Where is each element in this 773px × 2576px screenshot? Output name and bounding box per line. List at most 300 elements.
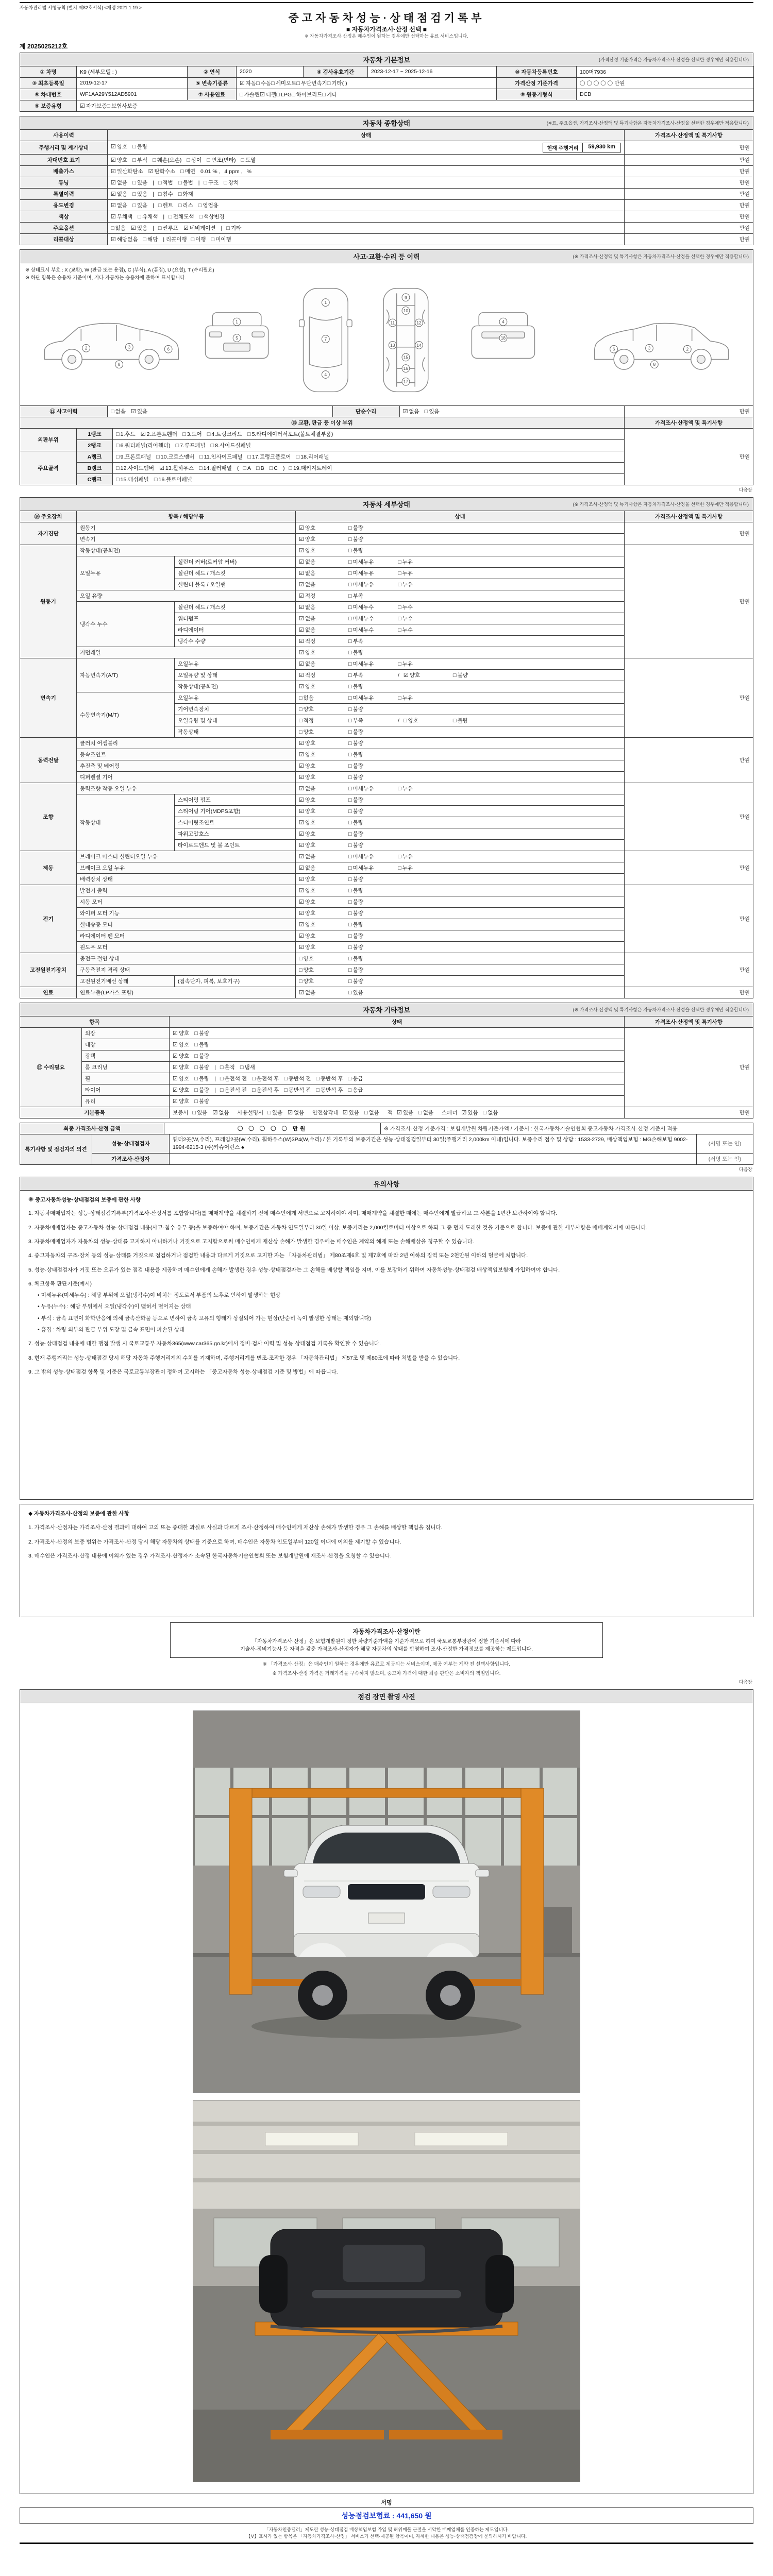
checkbox-option[interactable]: □ 있음 bbox=[132, 191, 148, 197]
checkbox-option[interactable]: ☑ 적정 bbox=[299, 672, 316, 679]
checkbox-option[interactable]: □ 있음 bbox=[132, 202, 148, 209]
amount-cell: 만원 bbox=[625, 885, 753, 953]
checkbox-option[interactable]: □ 미이행 bbox=[211, 236, 231, 243]
checkbox-option[interactable]: □ 동반석 전 bbox=[284, 1075, 311, 1082]
checkbox-option[interactable]: ☑ 양호 bbox=[299, 740, 316, 747]
checkbox-option[interactable]: □ 불량 bbox=[132, 143, 148, 150]
checkbox-option[interactable]: □ 동반석 후 bbox=[316, 1087, 343, 1093]
checkbox-option[interactable]: □ 유채색 bbox=[138, 213, 158, 220]
checkbox-option[interactable]: □ 무단변속기 bbox=[296, 80, 327, 87]
checkbox-option[interactable]: □ 누유 bbox=[398, 853, 413, 860]
checkbox-option[interactable]: ☑ 양호 bbox=[299, 536, 316, 543]
checkbox-option[interactable]: ☑ 있음 bbox=[461, 1109, 478, 1116]
checkbox-option[interactable]: □ 12.사이드멤버 bbox=[116, 465, 154, 471]
status-cell bbox=[108, 199, 625, 211]
checkbox-option[interactable]: □ 기타 bbox=[322, 91, 338, 98]
checkbox-option[interactable]: □ 미세누유 bbox=[348, 570, 374, 577]
checkbox-option[interactable]: □ 없음 bbox=[418, 1109, 434, 1116]
checkbox-option[interactable]: □ 영업용 bbox=[198, 202, 219, 209]
checkbox-option[interactable]: ☑ 없음 bbox=[402, 408, 419, 415]
checkbox-option[interactable]: □ 미세누유 bbox=[348, 694, 374, 701]
checkbox-glyph: □ bbox=[398, 660, 401, 667]
checkbox-option[interactable]: ☑ 양호 bbox=[403, 672, 421, 679]
checkbox-option[interactable]: ☑ 자동 bbox=[240, 80, 257, 87]
checkbox-option[interactable]: □ 부족 bbox=[348, 717, 363, 724]
checkbox-glyph: □ bbox=[364, 1109, 368, 1116]
checkbox-glyph: ☑ bbox=[299, 638, 304, 645]
checkbox-option[interactable]: □ 불량 bbox=[348, 740, 363, 747]
checkbox-option[interactable]: ☑ 없음 bbox=[299, 615, 316, 622]
checkbox-option[interactable]: □ 양호 bbox=[299, 978, 314, 985]
checkbox-option[interactable]: ☑ 양호 bbox=[299, 921, 316, 928]
checkbox-option[interactable]: □ 불량 bbox=[348, 762, 363, 769]
status-text: % bbox=[246, 168, 251, 175]
checkbox-option[interactable]: □ 불량 bbox=[348, 808, 363, 815]
item-name: 커먼레일 bbox=[77, 647, 296, 658]
amount-cell: 만원 bbox=[625, 1027, 753, 1107]
checkbox-option[interactable]: □ 양호 bbox=[299, 706, 314, 713]
checkbox-option[interactable]: □ 불량 bbox=[194, 1098, 210, 1105]
checkbox-option[interactable]: □ 불량 bbox=[348, 831, 363, 837]
checkbox-option[interactable]: ☑ 양호 bbox=[299, 762, 316, 769]
checkbox-option[interactable]: □ 없음 bbox=[111, 408, 126, 415]
amount-cell: 만원 bbox=[625, 522, 753, 545]
subitem-name: 파워고압호스 bbox=[175, 828, 296, 839]
checkbox-option[interactable]: □ 해당 bbox=[143, 236, 158, 243]
checkbox-option[interactable]: □ 불량 bbox=[348, 728, 363, 735]
checkbox-glyph: □ bbox=[348, 524, 352, 531]
status-cell bbox=[296, 613, 625, 624]
checkbox-glyph: □ bbox=[348, 660, 352, 667]
checkbox-option[interactable]: □ 불량 bbox=[348, 933, 363, 939]
checkbox-option[interactable]: ☑ 있음 bbox=[396, 1109, 414, 1116]
checkbox-option[interactable]: □ 구조 bbox=[204, 179, 219, 186]
opinion-text bbox=[170, 1153, 697, 1164]
checkbox-glyph: □ bbox=[299, 717, 303, 724]
checkbox-option[interactable]: □ 19.패키지트레이 bbox=[289, 465, 332, 471]
checkbox-option[interactable]: □ 미세누수 bbox=[348, 626, 374, 633]
checkbox-option[interactable]: ☑ 양호 bbox=[173, 1064, 190, 1071]
checkbox-option[interactable]: □ 9.프론트패널 bbox=[116, 453, 152, 460]
checkbox-option[interactable]: ☑ 2.프론트휀더 bbox=[140, 431, 178, 437]
opinion-role: 성능·상태점검자 bbox=[92, 1134, 170, 1153]
checkbox-option[interactable]: ☑ 무채색 bbox=[111, 213, 133, 220]
checkbox-option[interactable]: □ 1.후드 bbox=[116, 431, 136, 437]
checkbox-option[interactable]: ☑ 없음 bbox=[111, 202, 128, 209]
checkbox-option[interactable]: □ 8.사이드실패널 bbox=[210, 442, 251, 449]
checkbox-option[interactable]: □ 18.리어패널 bbox=[296, 453, 329, 460]
checkbox-option[interactable]: □ 16.플로어패널 bbox=[154, 476, 192, 483]
checkbox-option[interactable]: □ 화재 bbox=[178, 191, 193, 197]
checkbox-option[interactable]: □ 수동 bbox=[256, 80, 272, 87]
checkbox-option[interactable]: ☑ 양호 bbox=[299, 751, 316, 758]
checkbox-option[interactable]: □ 양호 bbox=[299, 728, 314, 735]
checkbox-option[interactable]: ☑ 없음 bbox=[111, 179, 128, 186]
checkbox-option[interactable]: □ B bbox=[256, 465, 264, 471]
checkbox-option[interactable]: □ 부족 bbox=[348, 672, 363, 679]
checkbox-option[interactable]: ☑ 양호 bbox=[299, 910, 316, 917]
checkbox-option[interactable]: □ 미세누수 bbox=[348, 615, 374, 622]
field-value: 〇 〇 〇 〇 〇 만원 bbox=[577, 77, 754, 89]
checkbox-option[interactable]: □ 3.도어 bbox=[182, 431, 202, 437]
status-cell bbox=[296, 794, 625, 805]
checkbox-option[interactable]: □ 가솔린 bbox=[240, 91, 260, 98]
checkbox-glyph: □ bbox=[158, 191, 162, 197]
checkbox-option[interactable]: □ 불량 bbox=[348, 887, 363, 894]
checkbox-option[interactable]: □ 불량 bbox=[348, 706, 363, 713]
checkbox-option[interactable]: □ 양호 bbox=[299, 955, 314, 962]
checkbox-glyph: ☑ bbox=[299, 649, 304, 656]
insurance-premium: 성능점검보험료 : 441,650 원 bbox=[341, 2511, 432, 2520]
checkbox-option[interactable]: □ 17.트렁크플로어 bbox=[247, 453, 291, 460]
checkbox-option[interactable]: ☑ 해당없음 bbox=[111, 236, 138, 243]
checkbox-option[interactable]: □ 불량 bbox=[348, 978, 363, 985]
checkbox-option[interactable]: ☑ 양호 bbox=[299, 808, 316, 815]
checkbox-option[interactable]: □ 미세누유 bbox=[348, 660, 374, 667]
notice-item: 6. 체크항목 판단기준(예시) bbox=[28, 1280, 92, 1287]
exchange-label: ⑬ 교환, 판금 등 이상 부위 bbox=[20, 417, 625, 428]
checkbox-option[interactable]: □ 불량 bbox=[348, 536, 363, 543]
checkbox-option[interactable]: ☑ 양호 bbox=[173, 1098, 190, 1105]
checkbox-glyph: □ bbox=[348, 558, 352, 565]
column-header: 상태 bbox=[170, 1016, 625, 1027]
checkbox-glyph: ☑ bbox=[260, 91, 265, 98]
checkbox-glyph: □ bbox=[199, 213, 203, 220]
checkbox-glyph: ☑ bbox=[299, 683, 304, 690]
checkbox-option[interactable]: □ 기타 bbox=[327, 80, 342, 87]
checkbox-option[interactable]: ☑ 없음 bbox=[299, 558, 316, 565]
checkbox-option[interactable]: ☑ 양호 bbox=[299, 899, 316, 905]
column-header: 항목 bbox=[20, 1016, 170, 1027]
checkbox-option[interactable]: ☑ 네비게이션 bbox=[183, 225, 216, 231]
checkbox-option[interactable]: ☑ 없음 bbox=[111, 191, 128, 197]
checkbox-option[interactable]: □ 불량 bbox=[348, 751, 363, 758]
checkbox-glyph: □ bbox=[348, 831, 352, 837]
checkbox-option[interactable]: ☑ 양호 bbox=[299, 683, 316, 690]
checkbox-option[interactable]: ☑ 일산화탄소 bbox=[111, 168, 143, 175]
checkbox-option[interactable]: ☑ 없음 bbox=[299, 570, 316, 577]
checkbox-glyph: □ bbox=[247, 453, 251, 460]
checkbox-option[interactable]: □ 양호 bbox=[403, 717, 418, 724]
row-label: 특별이력 bbox=[20, 188, 108, 199]
checkbox-option[interactable]: ☑ 자가보증 bbox=[80, 103, 107, 109]
checkbox-option[interactable]: □ 상이 bbox=[187, 157, 202, 163]
checkbox-option[interactable]: □ 부족 bbox=[348, 592, 363, 599]
checkbox-option[interactable]: □ 하이브리드 bbox=[291, 91, 323, 98]
checkbox-option[interactable]: □ 불량 bbox=[348, 683, 363, 690]
checkbox-option[interactable]: ☑ 양호 bbox=[299, 524, 316, 531]
checkbox-option[interactable]: □ 불량 bbox=[348, 899, 363, 905]
checkbox-option[interactable]: ☑ 없음 bbox=[299, 660, 316, 667]
checkbox-option[interactable]: □ 미세누유 bbox=[348, 581, 374, 588]
status-cell bbox=[296, 749, 625, 760]
checkbox-option[interactable]: □ 있음 bbox=[348, 989, 363, 996]
checkbox-option[interactable]: ☑ 없음 bbox=[212, 1109, 229, 1116]
checkbox-option[interactable]: □ 부족 bbox=[348, 638, 363, 645]
checkbox-glyph: □ bbox=[143, 236, 147, 243]
checkbox-option[interactable]: □ 불량 bbox=[348, 774, 363, 781]
checkbox-option[interactable]: □ 누유 bbox=[398, 865, 413, 871]
checkbox-option[interactable]: □ 미세누유 bbox=[348, 853, 374, 860]
checkbox-glyph: □ bbox=[348, 842, 352, 849]
checkbox-option[interactable]: ☑ 양호 bbox=[173, 1053, 190, 1059]
checkbox-option[interactable]: □ 미세누유 bbox=[348, 785, 374, 792]
checkbox-glyph: □ bbox=[348, 740, 352, 747]
checkbox-option[interactable]: □ 불량 bbox=[194, 1053, 210, 1059]
checkbox-option[interactable]: □ 미세누수 bbox=[348, 604, 374, 611]
checkbox-option[interactable]: ☑ 양호 bbox=[299, 547, 316, 554]
svg-text:10: 10 bbox=[403, 308, 409, 313]
checkbox-option[interactable]: ☑ 양호 bbox=[173, 1030, 190, 1037]
checkbox-option[interactable]: □ 누유 bbox=[398, 581, 413, 588]
checkbox-option[interactable]: ☑ 양호 bbox=[299, 842, 316, 849]
checkbox-glyph: □ bbox=[398, 853, 401, 860]
checkbox-glyph: □ bbox=[398, 626, 401, 633]
checkbox-option[interactable]: ☑ 양호 bbox=[299, 649, 316, 656]
item-name: 시동 모터 bbox=[77, 896, 296, 907]
field-label: ⑦ 사용연료 bbox=[188, 89, 237, 100]
checkbox-option[interactable]: □ 도말 bbox=[241, 157, 256, 163]
page-bottom-border bbox=[20, 2543, 753, 2544]
checkbox-glyph: □ bbox=[398, 615, 401, 622]
section-notice bbox=[20, 1177, 753, 1500]
checkbox-option[interactable]: ☑ 없음 bbox=[299, 989, 316, 996]
checkbox-option[interactable]: □ 전체도색 bbox=[169, 213, 194, 220]
checkbox-glyph: □ bbox=[220, 1075, 224, 1082]
checkbox-option[interactable]: □ 렌트 bbox=[158, 202, 173, 209]
checkbox-option[interactable]: ☑ 양호 bbox=[299, 819, 316, 826]
checkbox-option[interactable]: ☑ 없음 bbox=[299, 853, 316, 860]
checkbox-option[interactable]: ☑ 적정 bbox=[299, 592, 316, 599]
checkbox-glyph: ☑ bbox=[130, 225, 136, 231]
checkbox-option[interactable]: ☑ 탄화수소 bbox=[148, 168, 176, 175]
checkbox-option[interactable]: ☑ 디젤 bbox=[260, 91, 277, 98]
checkbox-option[interactable]: □ 6.쿼터패널(리어휀더) bbox=[116, 442, 171, 449]
checkbox-option[interactable]: □ 10.크로스멤버 bbox=[156, 453, 195, 460]
status-cell bbox=[296, 635, 625, 647]
checkbox-option[interactable]: ☑ 13.휠하우스 bbox=[159, 465, 194, 471]
item-name: 클러치 어셈블리 bbox=[77, 737, 296, 749]
checkbox-option[interactable]: □ 운전석 후 bbox=[252, 1075, 279, 1082]
checkbox-option[interactable]: □ 응급 bbox=[348, 1075, 363, 1082]
checkbox-option[interactable]: □ 누유 bbox=[398, 785, 413, 792]
subitem-name: 실린더 헤드 / 개스킷 bbox=[175, 601, 296, 613]
checkbox-glyph: □ bbox=[322, 91, 326, 98]
amount-cell: 만원 bbox=[625, 141, 753, 154]
checkbox-glyph: □ bbox=[348, 819, 352, 826]
checkbox-option[interactable]: ☑ 있음 bbox=[342, 1109, 359, 1116]
checkbox-option[interactable]: □ 불량 bbox=[194, 1030, 210, 1037]
checkbox-option[interactable]: □ 누수 bbox=[398, 604, 413, 611]
svg-text:2: 2 bbox=[686, 346, 689, 352]
subitem-name: 작동상태(공회전) bbox=[175, 681, 296, 692]
checkbox-option[interactable]: □ 기타 bbox=[226, 225, 242, 231]
checkbox-option[interactable]: ☑ 양호 bbox=[299, 933, 316, 939]
page-title: 중고자동차성능·상태점검기록부 bbox=[288, 12, 485, 24]
checkbox-option[interactable]: □ 불량 bbox=[348, 524, 363, 531]
checkbox-option[interactable]: □ C bbox=[269, 465, 278, 471]
checkbox-glyph: ☑ bbox=[299, 989, 304, 996]
checkbox-option[interactable]: □ 운전석 전 bbox=[220, 1075, 247, 1082]
checkbox-option[interactable]: □ 15.대쉬패널 bbox=[116, 476, 149, 483]
status-cell bbox=[296, 987, 625, 998]
checkbox-option[interactable]: □ 동반석 후 bbox=[316, 1075, 343, 1082]
checkbox-option[interactable]: ☑ 양호 bbox=[299, 944, 316, 951]
checkbox-option[interactable]: □ 운전석 전 bbox=[220, 1087, 247, 1093]
checkbox-option[interactable]: ☑ 없음 bbox=[299, 785, 316, 792]
checkbox-option[interactable]: □ 불량 bbox=[348, 955, 363, 962]
section-title: 자동차 기본정보 bbox=[363, 56, 410, 64]
checkbox-option[interactable]: □ 불량 bbox=[348, 796, 363, 803]
next-page-marker: 다음장 bbox=[738, 1679, 752, 1685]
checkbox-option[interactable]: □ 부식 bbox=[132, 157, 148, 163]
checkbox-option[interactable]: □ 7.루프패널 bbox=[175, 442, 206, 449]
checkbox-option[interactable]: □ 미세누유 bbox=[348, 865, 374, 871]
notice-subitem: • 미세누유(미세누수) : 해당 부위에 오일(냉각수)이 비치는 정도로서 부품의 노후로 인하여 발생하는 현상 bbox=[38, 1292, 281, 1299]
checkbox-glyph: □ bbox=[299, 728, 303, 735]
checkbox-option[interactable]: □ 없음 bbox=[364, 1109, 379, 1116]
checkbox-option[interactable]: □ LPG bbox=[276, 91, 292, 98]
checkbox-option[interactable]: □ 불량 bbox=[348, 944, 363, 951]
checkbox-option[interactable]: □ 장치 bbox=[224, 179, 239, 186]
checkbox-option[interactable]: □ 불법 bbox=[178, 179, 193, 186]
checkbox-option[interactable]: ☑ 없음 bbox=[299, 626, 316, 633]
checkbox-option[interactable]: □ 없음 bbox=[483, 1109, 498, 1116]
checkbox-glyph: ☑ bbox=[299, 570, 304, 577]
checkbox-option[interactable]: □ 불량 bbox=[348, 649, 363, 656]
checkbox-option[interactable]: □ 불량 bbox=[194, 1075, 210, 1082]
checkbox-option[interactable]: □ 누유 bbox=[398, 558, 413, 565]
checkbox-option[interactable]: □ 불량 bbox=[348, 967, 363, 973]
field-value: DCB bbox=[577, 89, 754, 100]
checkbox-option[interactable]: □ 세미오토 bbox=[271, 80, 297, 87]
item-name: 배력장치 상태 bbox=[77, 873, 296, 885]
checkbox-option[interactable]: □ 보험사보증 bbox=[107, 103, 138, 109]
checkbox-option[interactable]: □ 불량 bbox=[194, 1064, 210, 1071]
checkbox-option[interactable]: □ 없음 bbox=[111, 225, 126, 231]
amount-cell: 만원 bbox=[625, 154, 753, 165]
checkbox-option[interactable]: □ 불량 bbox=[348, 876, 363, 883]
checkbox-option[interactable]: □ 침수 bbox=[158, 191, 173, 197]
checkbox-option[interactable]: □ 있음 bbox=[267, 1109, 283, 1116]
checkbox-glyph: ☑ bbox=[299, 740, 304, 747]
item-name: 등속조인트 bbox=[77, 749, 296, 760]
checkbox-option[interactable]: ☑ 양호 bbox=[299, 887, 316, 894]
checkbox-option[interactable]: ☑ 양호 bbox=[173, 1075, 190, 1082]
checkbox-option[interactable]: ☑ 적정 bbox=[299, 638, 316, 645]
checkbox-option[interactable]: ☑ 없음 bbox=[299, 581, 316, 588]
checkbox-option[interactable]: □ 적법 bbox=[158, 179, 173, 186]
checkbox-option[interactable]: □ 11.인사이드패널 bbox=[199, 453, 243, 460]
checkbox-option[interactable]: □ 있음 bbox=[424, 408, 440, 415]
checkbox-option[interactable]: □ 불량 bbox=[348, 910, 363, 917]
checkbox-glyph: □ bbox=[348, 581, 352, 588]
checkbox-option[interactable]: □ 매연 bbox=[180, 168, 195, 175]
checkbox-option[interactable]: □ 운전석 후 bbox=[252, 1087, 279, 1093]
checkbox-option[interactable]: □ 불량 bbox=[348, 921, 363, 928]
checkbox-option[interactable]: ☑ 없음 bbox=[299, 604, 316, 611]
status-cell bbox=[296, 873, 625, 885]
checkbox-option[interactable]: □ 불량 bbox=[348, 819, 363, 826]
checkbox-option[interactable]: ☑ 양호 bbox=[111, 143, 128, 150]
checkbox-option[interactable]: □ 있음 bbox=[192, 1109, 208, 1116]
checkbox-option[interactable]: ☑ 없음 bbox=[288, 1109, 305, 1116]
checkbox-option[interactable]: ☑ 양호 bbox=[111, 157, 128, 163]
checkbox-option[interactable]: □ 색상변경 bbox=[199, 213, 225, 220]
status-cell bbox=[108, 188, 625, 199]
checkbox-option[interactable]: □ 적정 bbox=[299, 717, 314, 724]
checkbox-option[interactable]: □ 불량 bbox=[452, 672, 468, 679]
checkbox-option[interactable]: □ 양호 bbox=[299, 967, 314, 973]
checkbox-glyph: ☑ bbox=[299, 899, 304, 905]
notice-item: 1. 자동차매매업자는 성능·상태점검기록부(가격조사·산정서를 포함합니다)를 매매계약을 체결하기 전에 매수인에게 서면으로 고지하여야 하며, 매매계약을 체결한 때에는 매수인에게 발급하고 그 사본을 1년간 보관하여야 합니다. bbox=[28, 1210, 557, 1217]
checkbox-option[interactable]: □ 이행 bbox=[191, 236, 206, 243]
section-header bbox=[20, 1689, 753, 1703]
checkbox-option[interactable]: □ 있음 bbox=[132, 179, 148, 186]
checkbox-option[interactable]: □ 누유 bbox=[398, 570, 413, 577]
svg-text:3: 3 bbox=[128, 344, 131, 350]
checkbox-option[interactable]: □ 누유 bbox=[398, 660, 413, 667]
simple-repair-label: 단순수리 bbox=[332, 405, 399, 417]
checkbox-option[interactable]: □ 불량 bbox=[348, 547, 363, 554]
checkbox-option[interactable]: □ 불량 bbox=[452, 717, 468, 724]
checkbox-option[interactable]: ☑ 없음 bbox=[299, 865, 316, 871]
checkbox-option[interactable]: □ 변조(변타) bbox=[207, 157, 236, 163]
checkbox-option[interactable]: □ 불량 bbox=[194, 1087, 210, 1093]
checkbox-option[interactable]: □ 누유 bbox=[398, 694, 413, 701]
frame-group-label: 주요골격 bbox=[20, 451, 77, 485]
checkbox-glyph: ☑ bbox=[299, 831, 304, 837]
checkbox-option[interactable]: □ 5.라디에이터서포트(볼트체결부품) bbox=[247, 431, 333, 437]
section-title: 유의사항 bbox=[373, 1180, 400, 1188]
checkbox-option[interactable]: □ 불량 bbox=[348, 842, 363, 849]
checkbox-option[interactable]: □ 훼손(오손) bbox=[153, 157, 182, 163]
checkbox-option[interactable]: □ 동반석 전 bbox=[284, 1087, 311, 1093]
checkbox-glyph: ☑ bbox=[111, 236, 116, 243]
item-name: 추진축 및 베어링 bbox=[77, 760, 296, 771]
checkbox-option[interactable]: ☑ 양호 bbox=[299, 876, 316, 883]
document-number: 제 2025025212호 bbox=[20, 42, 68, 50]
status-cell bbox=[108, 165, 625, 177]
notice-subitem: • 누유(누수) : 해당 부위에서 오일(냉각수)이 맺혀서 떨어지는 상태 bbox=[38, 1303, 191, 1310]
checkbox-option[interactable]: □ 미세누유 bbox=[348, 558, 374, 565]
checkbox-glyph: □ bbox=[153, 157, 156, 163]
checkbox-option[interactable]: □ 흔적 bbox=[220, 1064, 235, 1071]
status-cell bbox=[296, 930, 625, 941]
checkbox-option[interactable]: ☑ 양호 bbox=[299, 774, 316, 781]
checkbox-option[interactable]: □ 누수 bbox=[398, 626, 413, 633]
checkbox-option[interactable]: □ 불량 bbox=[194, 1041, 210, 1048]
svg-text:15: 15 bbox=[403, 354, 409, 360]
checkbox-glyph: ☑ bbox=[299, 921, 304, 928]
checkbox-option[interactable]: ☑ 양호 bbox=[173, 1041, 190, 1048]
checkbox-option[interactable]: □ A bbox=[243, 465, 251, 471]
checkbox-option[interactable]: □ 없음 bbox=[299, 694, 314, 701]
subitem-name: 스티어링조인트 bbox=[175, 817, 296, 828]
checkbox-option[interactable]: ☑ 양호 bbox=[299, 796, 316, 803]
checkbox-option[interactable]: ☑ 양호 bbox=[173, 1087, 190, 1093]
checkbox-option[interactable]: □ 응급 bbox=[348, 1087, 363, 1093]
checkbox-option[interactable]: ☑ 있음 bbox=[130, 225, 148, 231]
checkbox-option[interactable]: □ 리스 bbox=[178, 202, 193, 209]
checkbox-option[interactable]: ☑ 있음 bbox=[130, 408, 148, 415]
checkbox-option[interactable]: □ 썬루프 bbox=[158, 225, 178, 231]
checkbox-option[interactable]: □ 14.필러패널 bbox=[199, 465, 232, 471]
checkbox-option[interactable]: ☑ 양호 bbox=[299, 831, 316, 837]
checkbox-option[interactable]: □ 냄새 bbox=[240, 1064, 255, 1071]
checkbox-option[interactable]: □ 4.트렁크리드 bbox=[207, 431, 242, 437]
checkbox-option[interactable]: □ 누수 bbox=[398, 615, 413, 622]
